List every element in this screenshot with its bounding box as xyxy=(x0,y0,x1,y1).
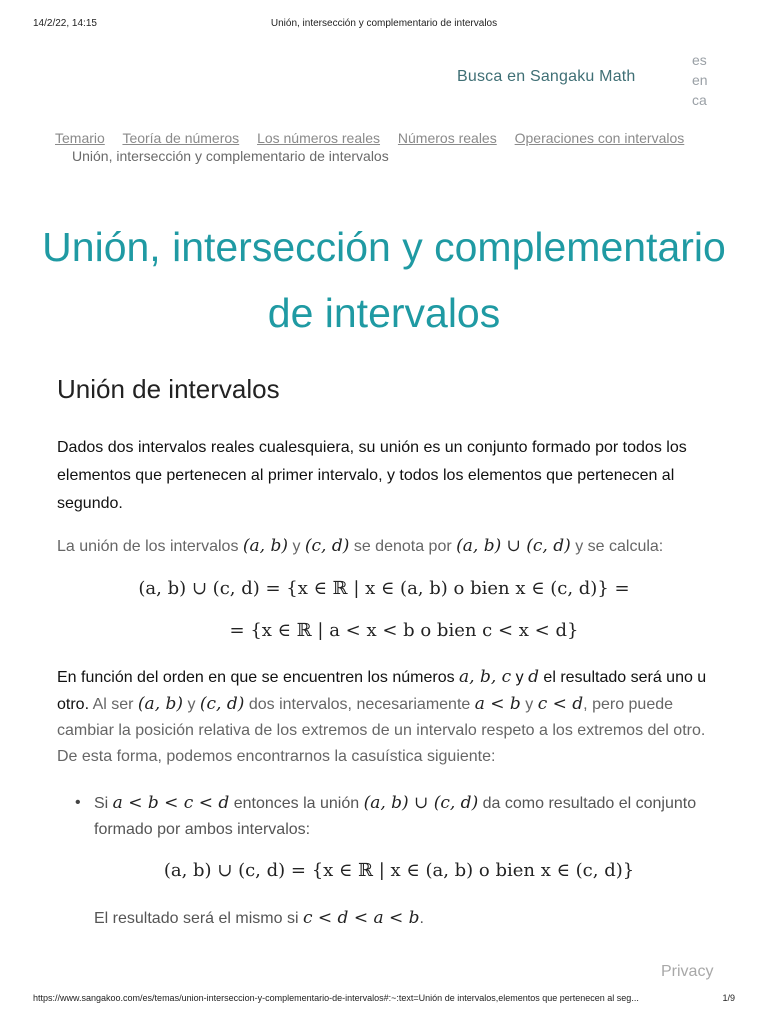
language-ca[interactable]: ca xyxy=(692,92,707,108)
math-interval-ab: (a, b) xyxy=(137,694,184,714)
text-span: se denota por xyxy=(349,538,457,555)
text-span: En función del orden en que se encuentren los números xyxy=(57,669,460,686)
union-definition-paragraph xyxy=(57,532,717,561)
print-header xyxy=(33,18,735,32)
privacy-link[interactable]: Privacy xyxy=(661,963,714,980)
text-span: y xyxy=(511,669,529,686)
breadcrumb-link-numeros-reales[interactable]: Los números reales xyxy=(257,130,381,146)
formula-disjoint-union: (a, b) ∪ (c, d) = {x ∈ ℝ | x ∈ (a, b) o bien x ∈ (c, d)} xyxy=(163,860,635,881)
print-date: 14/2/22, 14:15 xyxy=(33,18,97,29)
math-a-lt-b: a < b xyxy=(474,694,521,714)
language-es[interactable]: es xyxy=(692,52,707,68)
search-link[interactable]: Busca en Sangaku Math xyxy=(457,68,636,85)
math-c-lt-d: c < d xyxy=(537,694,584,714)
text-span: y xyxy=(520,696,538,713)
text-span: y xyxy=(183,696,200,713)
math-interval-cd: (c, d) xyxy=(304,536,350,556)
formula-union-definition: (a, b) ∪ (c, d) = {x ∈ ℝ | x ∈ (a, b) o bien x ∈ (c, d)} = xyxy=(138,578,630,599)
print-url: https://www.sangakoo.com/es/temas/union-interseccion-y-complementario-de-intervalos#:~:text=Unión de intervalos,elementos que pertenecen al seg... xyxy=(33,993,639,1003)
math-order-cdab: c < d < a < b xyxy=(302,908,420,928)
list-item xyxy=(75,790,715,843)
section-title: Unión de intervalos xyxy=(57,374,280,404)
print-page-count: 1/9 xyxy=(722,993,735,1003)
text-span: , pero puede cambiar la posición relativa de los extremos de un intervalo respeto a los extremos del otro. De esta forma, podemos encontrarnos la casuística siguiente: xyxy=(57,696,706,765)
text-span: La unión de los intervalos xyxy=(57,538,243,555)
text-span: el resultado será uno u otro. xyxy=(57,669,707,713)
math-interval-cd: (c, d) xyxy=(199,694,245,714)
text-span: y xyxy=(288,538,305,555)
math-d: d xyxy=(528,667,539,687)
math-order-abcd: a < b < c < d xyxy=(112,793,230,813)
text-span: dos intervalos, necesariamente xyxy=(244,696,475,713)
math-abc: a, b, c xyxy=(459,667,512,687)
text-span: y se calcula: xyxy=(570,538,664,555)
formula-union-inequalities: = {x ∈ ℝ | a < x < b o bien c < x < d} xyxy=(229,620,579,641)
order-paragraph xyxy=(57,664,717,770)
text-span: . xyxy=(419,910,424,927)
text-span: da como resultado el conjunto formado por ambos intervalos: xyxy=(94,795,697,838)
math-union-expr: (a, b) ∪ (c, d) xyxy=(456,536,571,556)
text-span: El resultado será el mismo si xyxy=(94,910,303,927)
cases-list xyxy=(75,790,715,843)
bullet-icon: • xyxy=(75,794,81,811)
print-doc-title: Unión, intersección y complementario de intervalos xyxy=(270,18,498,29)
text-span: entonces la unión xyxy=(229,795,364,812)
breadcrumb-link-teoria-numeros[interactable]: Teoría de números xyxy=(122,130,240,146)
math-interval-ab: (a, b) xyxy=(242,536,288,556)
page-title: Unión, intersección y complementario de intervalos xyxy=(42,224,726,336)
language-selector xyxy=(692,50,708,110)
text-span: Si xyxy=(94,795,113,812)
breadcrumb-link-operaciones[interactable]: Operaciones con intervalos xyxy=(514,130,685,146)
text-span: Al ser xyxy=(89,696,138,713)
breadcrumb-current: Unión, intersección y complementario de intervalos xyxy=(72,148,389,164)
same-result-note xyxy=(94,908,424,928)
math-union-expr: (a, b) ∪ (c, d) xyxy=(363,793,479,813)
intro-paragraph: Dados dos intervalos reales cualesquiera, su unión es un conjunto formado por todos los elementos que pertenecen al primer intervalo, y todos los elementos que pertenecen al segundo. xyxy=(57,439,687,512)
print-footer xyxy=(33,993,735,1007)
language-en[interactable]: en xyxy=(692,72,708,88)
breadcrumb xyxy=(55,129,715,165)
breadcrumb-link-temario[interactable]: Temario xyxy=(55,130,105,146)
breadcrumb-link-numeros-reales-2[interactable]: Números reales xyxy=(397,130,497,146)
